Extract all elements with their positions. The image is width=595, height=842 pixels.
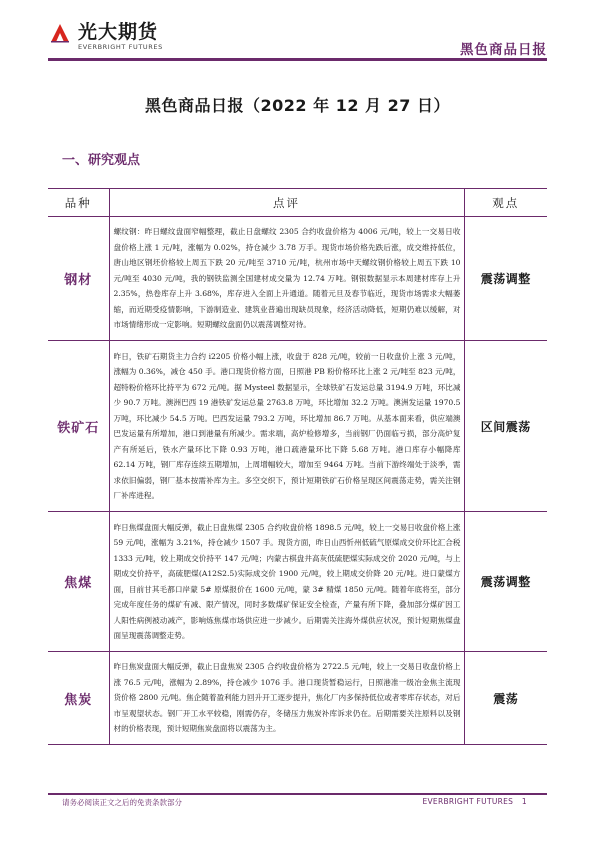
header-view: 观点 bbox=[464, 189, 547, 217]
page-header bbox=[0, 0, 595, 62]
header-comment: 点评 bbox=[109, 189, 464, 217]
section-title: 一、研究观点 bbox=[62, 153, 141, 168]
research-view-table bbox=[48, 188, 547, 745]
document-title: 黑色商品日报（2022 年 12 月 27 日） bbox=[145, 96, 450, 115]
page-number: 1 bbox=[521, 797, 527, 806]
logo-chinese-name: 光大期货 bbox=[78, 21, 159, 43]
header-title: 黑色商品日报 bbox=[460, 42, 547, 58]
comment-cell: 螺纹钢：昨日螺纹盘面窄幅整理，截止日盘螺纹 2305 合约收盘价格为 4006 元/吨，较上一交易日收盘价格上涨 1 元/吨，涨幅为 0.02%，持仓减少 3.78 万手。现货市场价格先跌后涨，成交维持低位，唐山地区钢坯价格较上周五下跌 20 元/吨至 3710 元/吨，杭州市场中天螺纹钢价格较上周五下跌 10 元/吨至 4030 元/吨，我的钢铁监测全国建材成交量为 12.74 万吨。钢银数据显示本周建材库存上升 2.35%，热卷库存上升 3.68%，库存进入全面上升通道。随着元旦及春节临近，现货市场需求大幅萎缩，而近期受疫情影响，下游制造业、建筑业普遍出现缺员现象，经济活动降低，短期仍难以缓解，对市场情绪形成一定影响。短期螺纹盘面仍以震荡调整对待。 bbox=[109, 217, 464, 341]
footer-brand-name: EVERBRIGHT FUTURES bbox=[422, 797, 514, 806]
variety-cell: 焦炭 bbox=[48, 652, 109, 745]
company-logo bbox=[48, 21, 178, 53]
variety-cell: 铁矿石 bbox=[48, 341, 109, 512]
logo-english-name: EVERBRIGHT FUTURES bbox=[78, 43, 163, 51]
footer-divider bbox=[48, 793, 547, 795]
everbright-logo-icon bbox=[48, 21, 72, 45]
view-cell: 震荡调整 bbox=[464, 512, 547, 652]
comment-cell: 昨日焦煤盘面大幅反弹，截止日盘焦煤 2305 合约收盘价格 1898.5 元/吨，较上一交易日收盘价格上涨 59 元/吨，涨幅为 3.21%，持仓减少 1507 手。现货方面，昨日山西忻州低硫气原煤成交价环比汇合税 1333 元/吨，较上期成交价持平 147 元/吨；内蒙古棋盘井高灰低硫肥煤实际成交价 2020 元/吨，与上期成交价持平，高硫肥煤(A12S2.5)实际成交价 1900 元/吨，较上期成交价降 20 元/吨。进口蒙煤方面，目前甘其毛都口岸蒙 5# 原煤报价在 1600 元/吨，蒙 3# 精煤 1850 元/吨。随着年底将至，部分完成年度任务的煤矿有减、限产情况，同时多数煤矿保证安全检查，产量有所下降，叠加部分煤矿因工人阳性病例被动减产，影响炼焦煤市场供应进一步减少。后期需关注海外煤供应状况，预计短期焦煤盘面呈现震荡调整走势。 bbox=[109, 512, 464, 652]
view-cell: 区间震荡 bbox=[464, 341, 547, 512]
table-row-iron-ore bbox=[48, 341, 547, 512]
comment-cell: 昨日焦炭盘面大幅反弹，截止日盘焦炭 2305 合约收盘价格为 2722.5 元/吨，较上一交易日收盘价格上涨 76.5 元/吨，涨幅为 2.89%，持仓减少 1076 手。港口现货暂稳运行，日照港准一级冶金焦主流现货价格 2800 元/吨。焦企随着盈利能力回升开工逐步提升，焦化厂内多保持低位或者零库存状态，对后市呈观望状态。钢厂开工水平较稳，刚需仍存，冬储压力焦炭补库诉求仍在。后期需要关注原料以及钢材的价格表现，预计短期焦炭盘面将以震荡为主。 bbox=[109, 652, 464, 745]
table-row-coke bbox=[48, 652, 547, 745]
comment-cell: 昨日，铁矿石期货主力合约 i2205 价格小幅上涨，收盘于 828 元/吨，较前一日收盘价上涨 3 元/吨，涨幅为 0.36%，减仓 450 手。港口现货价格方面，日照港 PB 粉价格环比上涨 2 元/吨至 823 元/吨，超特粉价格环比持平为 672 元/吨。据 Mysteel 数据显示，全球铁矿石发运总量 3194.9 万吨，环比减少 90.7 万吨。澳洲巴西 19 港铁矿发运总量 2763.8 万吨，环比增加 32.2 万吨。澳洲发运量 1970.5 万吨，环比减少 54.5 万吨。巴西发运量 793.2 万吨，环比增加 86.7 万吨。从基本面来看，供应端澳巴发运量有所增加，港口到港量有所减少。需求端，高炉检修增多，当前钢厂仍面临亏损，部分高炉复产有所延后，铁水产量环比下降 0.93 万吨，港口疏港量环比下降 5.68 万吨。港口库存小幅降库 62.14 万吨，钢厂库存连续五期增加，上周增幅较大，增加至 9464 万吨。当前下游终端处于淡季，需求依旧偏弱，钢厂基本按需补库为主。多空交织下，预计短期铁矿石价格呈现区间震荡走势，需关注钢厂补库进程。 bbox=[109, 341, 464, 512]
disclaimer-note: 请务必阅读正文之后的免责条款部分 bbox=[62, 798, 182, 807]
variety-cell: 钢材 bbox=[48, 217, 109, 341]
view-cell: 震荡调整 bbox=[464, 217, 547, 341]
view-cell: 震荡 bbox=[464, 652, 547, 745]
variety-cell: 焦煤 bbox=[48, 512, 109, 652]
header-variety: 品种 bbox=[48, 189, 109, 217]
table-row-coking-coal bbox=[48, 512, 547, 652]
table-row-steel bbox=[48, 217, 547, 341]
table-header-row bbox=[48, 189, 547, 217]
header-divider bbox=[48, 58, 547, 61]
footer-brand bbox=[422, 797, 527, 806]
